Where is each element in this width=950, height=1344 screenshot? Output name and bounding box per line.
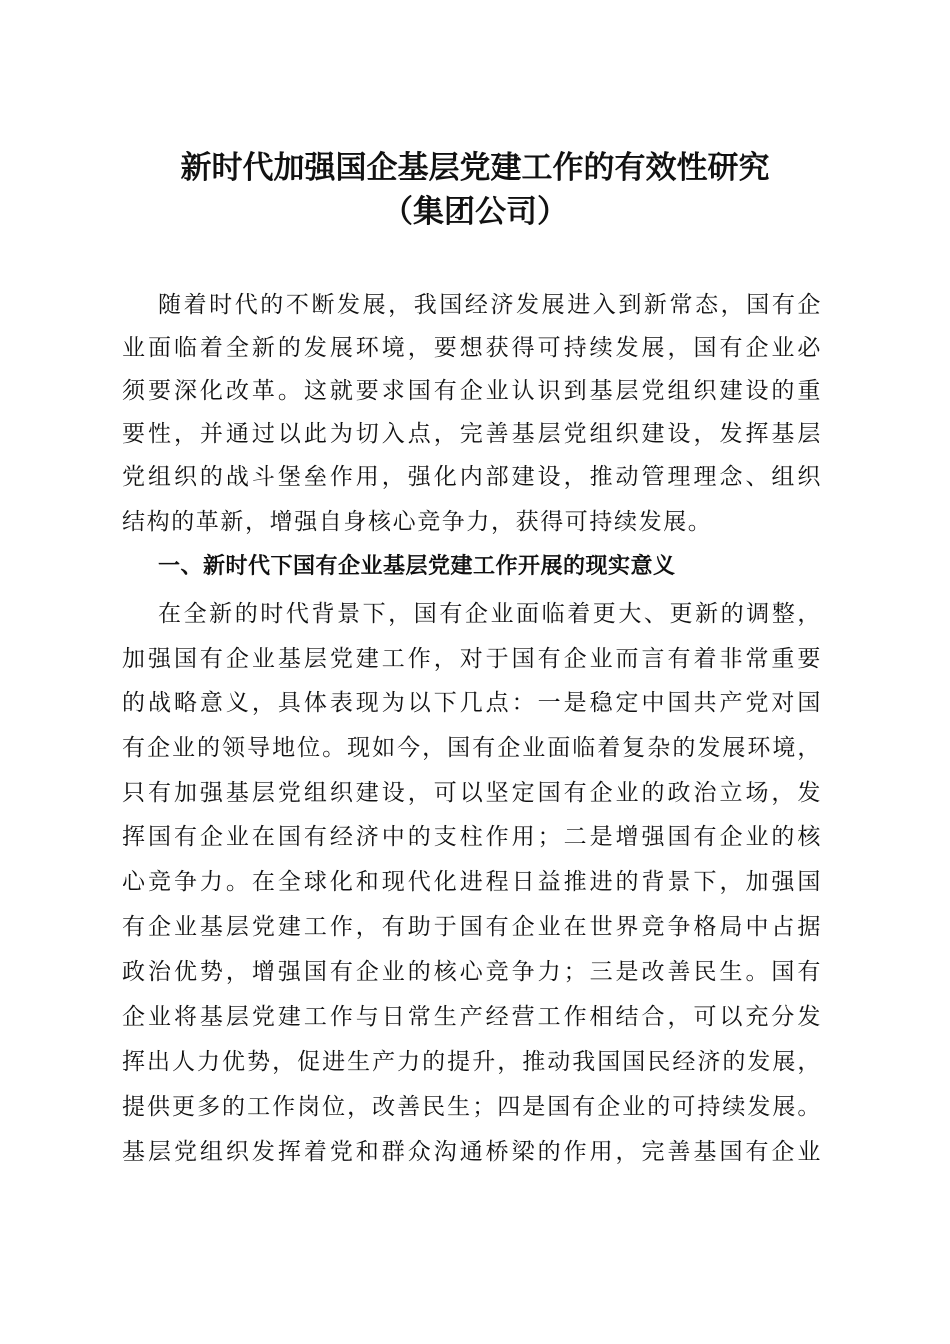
paragraph-line: 政治优势，增强国有企业的核心竞争力；三是改善民生。国有 <box>122 959 822 985</box>
document-subtitle: （集团公司） <box>382 194 568 230</box>
paragraph-line: 有企业基层党建工作，有助于国有企业在世界竞争格局中占据 <box>122 914 822 940</box>
section-heading: 一、新时代下国有企业基层党建工作开展的现实意义 <box>158 554 676 579</box>
paragraph-line: 的战略意义，具体表现为以下几点：一是稳定中国共产党对国 <box>122 690 822 716</box>
document-title: 新时代加强国企基层党建工作的有效性研究 <box>180 150 770 186</box>
paragraph-line: 在全新的时代背景下，国有企业面临着更大、更新的调整， <box>158 601 822 627</box>
paragraph-line: 企业将基层党建工作与日常生产经营工作相结合，可以充分发 <box>122 1004 822 1030</box>
paragraph-line: 心竞争力。在全球化和现代化进程日益推进的背景下，加强国 <box>122 869 822 895</box>
paragraph-line: 挥出人力优势，促进生产力的提升，推动我国国民经济的发展， <box>122 1049 822 1075</box>
paragraph-line: 有企业的领导地位。现如今，国有企业面临着复杂的发展环境， <box>122 735 822 761</box>
paragraph-line: 加强国有企业基层党建工作，对于国有企业而言有着非常重要 <box>122 646 822 672</box>
paragraph-line: 基层党组织发挥着党和群众沟通桥梁的作用，完善基国有企业 <box>122 1139 822 1165</box>
paragraph-line: 须要深化改革。这就要求国有企业认识到基层党组织建设的重 <box>122 378 822 404</box>
paragraph-line: 结构的革新，增强自身核心竞争力，获得可持续发展。 <box>122 509 713 535</box>
paragraph-line: 要性，并通过以此为切入点，完善基层党组织建设，发挥基层 <box>122 421 822 447</box>
paragraph-line: 党组织的战斗堡垒作用，强化内部建设，推动管理理念、组织 <box>122 464 822 490</box>
paragraph-line: 只有加强基层党组织建设，可以坚定国有企业的政治立场，发 <box>122 780 822 806</box>
paragraph-line: 挥国有企业在国有经济中的支柱作用；二是增强国有企业的核 <box>122 824 822 850</box>
paragraph-line: 业面临着全新的发展环境，要想获得可持续发展，国有企业必 <box>122 335 822 361</box>
paragraph-line: 随着时代的不断发展，我国经济发展进入到新常态，国有企 <box>158 292 822 318</box>
paragraph-line: 提供更多的工作岗位，改善民生；四是国有企业的可持续发展。 <box>122 1094 822 1120</box>
